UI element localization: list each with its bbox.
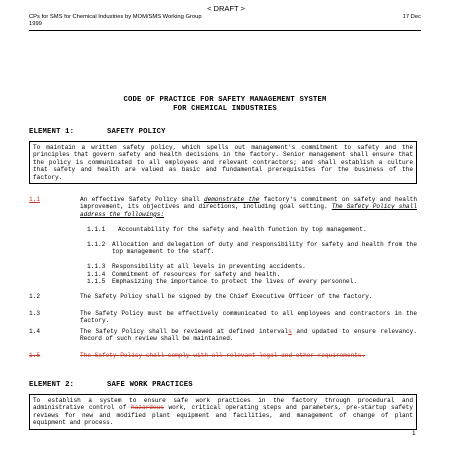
sub-item-number: 1.1.1 — [87, 226, 106, 233]
para-1-1-number: 1.1 — [29, 196, 40, 203]
para-1-4: The Safety Policy shall be reviewed at defined intervals and updated to ensure relevancy. Record of such review shall be maintained. — [80, 328, 417, 343]
sub-item-number: 1.1.4 — [87, 271, 106, 278]
element1-objective-box: To maintain a written safety policy, which spells out management's commitment to safety and the principles that govern safety and health decisions in the factory. Senior management shall ensure that the policy is communicated to all employees and relevant contractors; and shall establish a culture that safety and health are valued as basic and fundamental prerequisites for the business of the factory. — [29, 141, 417, 184]
para-1-2: The Safety Policy shall be signed by the Chief Executive Officer of the factory. — [80, 293, 373, 300]
para-1-3: The Safety Policy must be effectively communicated to all employees and contractors in the factory. — [80, 310, 417, 325]
running-header — [29, 14, 421, 28]
sub-item-text: Emphasizing the importance to protect the lives of every personnel. — [112, 278, 358, 285]
sub-item-number: 1.1.2 — [87, 241, 106, 248]
element2-heading — [29, 381, 193, 389]
sub-item-number: 1.1.5 — [87, 278, 106, 285]
para-1-5-number: 1.5 — [29, 352, 40, 359]
para-1-4-number: 1.4 — [29, 328, 40, 335]
sub-item-text: Commitment of resources for safety and health. — [112, 271, 281, 278]
sub-item-text: Accountability for the safety and health function by top management. — [118, 226, 367, 233]
header-date: 17 Dec — [402, 14, 421, 20]
element2-number: ELEMENT 2: — [29, 381, 75, 389]
header-left-line1: CPs for SMS for Chemical Industries by MOM/SMS Working Group — [29, 14, 202, 20]
para-1-5-deleted: The Safety Policy shall comply with all relevant legal and other requirements. — [80, 352, 366, 359]
para-1-2-number: 1.2 — [29, 293, 40, 300]
element2-title: SAFE WORK PRACTICES — [107, 381, 193, 389]
element2-objective-box: To establish a system to ensure safe work practices in the factory through procedural and administrative control of hazardous work, critical operating steps and parameters, pre-startup safety reviews for new and modified plant equipment and facilities, and management of change of plant equipment and process. — [29, 394, 417, 430]
para-1-3-number: 1.3 — [29, 310, 40, 317]
header-left-line2: 1999 — [29, 21, 42, 27]
element1-heading — [29, 128, 166, 136]
sub-item-number: 1.1.3 — [87, 263, 106, 270]
sub-item-text: Responsibility at all levels in preventing accidents. — [112, 263, 306, 270]
para-1-1: An effective Safety Policy shall demonstrate the factory's commitment on safety and health improvement, its objectives and directions, including goal setting. The Safety Policy shall address the followings: — [80, 196, 417, 218]
element1-number: ELEMENT 1: — [29, 128, 75, 136]
element1-title: SAFETY POLICY — [107, 128, 166, 136]
page-number: 1 — [412, 430, 416, 437]
draft-label: < DRAFT > — [207, 4, 245, 13]
document-title-line1: CODE OF PRACTICE FOR SAFETY MANAGEMENT SYSTEM — [123, 96, 327, 104]
sub-item-text: Allocation and delegation of duty and responsibility for safety and health from the top management to the staff. — [112, 241, 417, 256]
document-title-line2: FOR CHEMICAL INDUSTRIES — [173, 105, 277, 113]
header-rule — [29, 30, 421, 31]
